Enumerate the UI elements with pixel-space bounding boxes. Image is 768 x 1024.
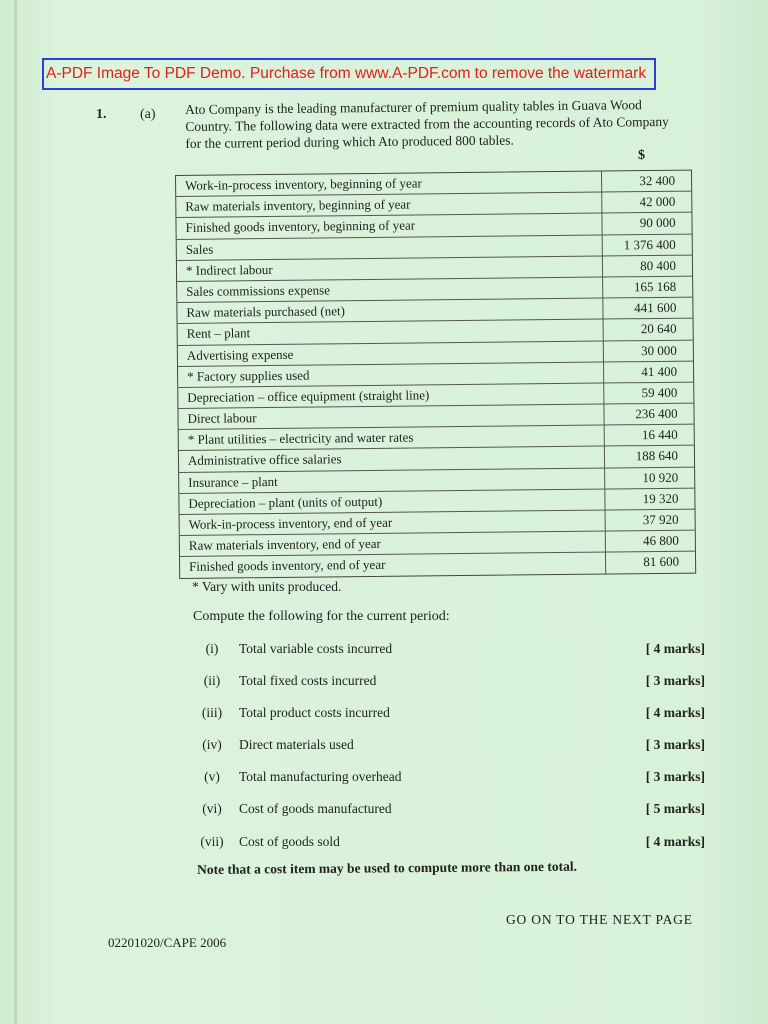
question-item <box>195 834 710 854</box>
row-label: Advertising expense <box>186 346 294 363</box>
row-label: Rent – plant <box>186 325 251 342</box>
row-value: 20 640 <box>603 319 693 340</box>
row-value: 41 400 <box>603 361 693 382</box>
row-label: Finished goods inventory, beginning of year <box>185 217 416 236</box>
item-marks: [ 3 marks] <box>645 769 705 784</box>
item-number: (vii) <box>200 834 224 849</box>
row-value: 46 800 <box>605 531 695 552</box>
item-number: (ii) <box>203 673 221 688</box>
row-label: Raw materials inventory, beginning of year <box>185 196 411 215</box>
row-label: * Indirect labour <box>185 261 273 278</box>
row-label: Raw materials inventory, end of year <box>188 536 381 554</box>
item-text: Direct materials used <box>239 737 354 752</box>
question-item <box>195 705 710 725</box>
row-value: 80 400 <box>602 255 692 276</box>
footnote: * Vary with units produced. <box>192 579 342 594</box>
question-item <box>195 673 710 693</box>
note: Note that a cost item may be used to compute more than one total. <box>197 858 578 877</box>
item-text: Cost of goods manufactured <box>239 801 392 816</box>
question-intro <box>185 96 701 152</box>
row-value: 81 600 <box>605 552 695 573</box>
compute-prompt: Compute the following for the current period: <box>193 609 450 624</box>
row-value: 10 920 <box>604 467 694 488</box>
row-value: 90 000 <box>601 213 691 234</box>
currency-header: $ <box>638 148 645 163</box>
row-label: Work-in-process inventory, beginning of year <box>185 175 422 193</box>
row-label: Sales <box>185 241 214 257</box>
item-number: (iv) <box>202 737 222 752</box>
item-text: Total product costs incurred <box>239 705 390 720</box>
row-label: Raw materials purchased (net) <box>186 303 345 321</box>
item-text: Cost of goods sold <box>239 834 340 849</box>
row-value: 188 640 <box>604 446 694 467</box>
row-value: 59 400 <box>603 382 693 403</box>
item-number: (i) <box>205 641 219 656</box>
table-row <box>180 552 695 578</box>
row-value: 165 168 <box>602 277 692 298</box>
item-marks: [ 5 marks] <box>645 801 705 816</box>
watermark-banner: A-PDF Image To PDF Demo. Purchase from www.A-PDF.com to remove the watermark <box>42 58 656 90</box>
item-text: Total fixed costs incurred <box>239 673 377 688</box>
row-label: Work-in-process inventory, end of year <box>188 514 393 532</box>
row-value: 37 920 <box>605 510 695 531</box>
row-label: Sales commissions expense <box>186 282 331 299</box>
row-label: Direct labour <box>187 410 257 426</box>
question-item <box>195 737 710 757</box>
item-marks: [ 4 marks] <box>645 834 705 849</box>
question-item <box>195 801 710 821</box>
item-text: Total manufacturing overhead <box>239 769 402 784</box>
question-item <box>195 641 710 661</box>
question-number: 1. <box>96 107 107 122</box>
item-number: (vi) <box>202 801 222 816</box>
row-value: 1 376 400 <box>602 234 692 255</box>
intro-line: Country. The following data were extracted from the accounting records of Ato Company <box>185 113 669 134</box>
row-label: * Factory supplies used <box>187 367 310 384</box>
item-marks: [ 3 marks] <box>645 673 705 688</box>
item-marks: [ 4 marks] <box>645 705 705 720</box>
item-number: (v) <box>204 769 220 784</box>
intro-line: Ato Company is the leading manufacturer of premium quality tables in Guava Wood <box>185 97 642 117</box>
question-item <box>195 769 710 789</box>
page-edge <box>14 0 17 1024</box>
row-value: 236 400 <box>603 404 693 425</box>
exam-code: 02201020/CAPE 2006 <box>108 935 227 950</box>
row-label: Depreciation – plant (units of output) <box>188 493 383 511</box>
row-label: * Plant utilities – electricity and water rates <box>187 429 414 448</box>
row-value: 16 440 <box>604 425 694 446</box>
item-number: (iii) <box>201 705 223 720</box>
item-marks: [ 4 marks] <box>645 641 705 656</box>
row-value: 42 000 <box>601 192 691 213</box>
question-part: (a) <box>140 107 156 122</box>
row-value: 32 400 <box>601 171 691 192</box>
intro-line: for the current period during which Ato produced 800 tables. <box>185 132 514 151</box>
row-label: Insurance – plant <box>188 473 278 490</box>
row-label: Finished goods inventory, end of year <box>189 557 386 575</box>
row-value: 441 600 <box>602 298 692 319</box>
item-text: Total variable costs incurred <box>239 641 393 656</box>
row-label: Administrative office salaries <box>187 451 342 469</box>
go-on-text: GO ON TO THE NEXT PAGE <box>506 912 693 927</box>
item-marks: [ 3 marks] <box>645 737 705 752</box>
row-label: Depreciation – office equipment (straight line) <box>187 387 430 405</box>
row-value: 19 320 <box>604 488 694 509</box>
cost-data-table <box>175 170 696 579</box>
row-value: 30 000 <box>603 340 693 361</box>
